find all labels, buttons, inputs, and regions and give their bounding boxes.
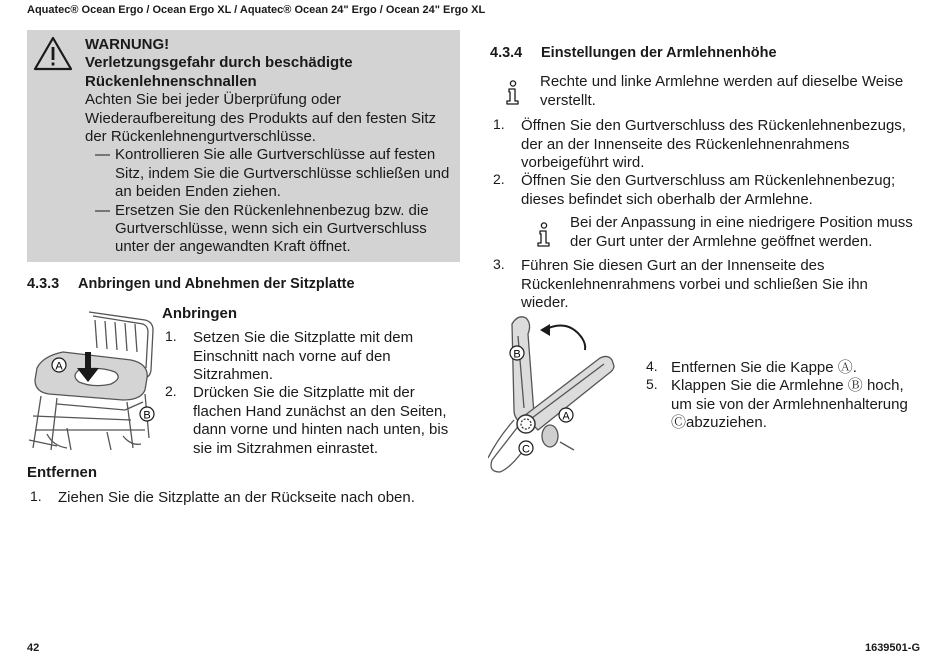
note-line: Rechte und linke Armlehne werden auf dieselbe Weise xyxy=(540,73,904,90)
step-line: Setzen Sie die Sitzplatte mit dem xyxy=(193,329,414,346)
warning-body: Wiederaufbereitung des Produkts auf den festen Sitz xyxy=(85,109,437,127)
step-text xyxy=(521,117,906,173)
dash-marker: — xyxy=(95,146,110,164)
step-line: vorbeigeführt wird. xyxy=(521,154,645,171)
step-line: dieses befindet sich oberhalb der Armlehne. xyxy=(521,190,813,208)
step-text xyxy=(671,377,908,433)
step-line: Ⓒabzuziehen. xyxy=(671,414,767,431)
step-line: Einschnitt nach vorne auf den xyxy=(193,347,391,365)
step-line: Sitzrahmen. xyxy=(193,366,274,383)
note-line: verstellt. xyxy=(540,91,596,109)
bullet-line: an beiden Enden ziehen. xyxy=(115,183,281,201)
subheading-attach: Anbringen xyxy=(162,305,237,322)
step-number: 1. xyxy=(165,328,177,344)
document-number: 1639501-G xyxy=(864,642,920,654)
step-number: 5. xyxy=(646,376,658,392)
step-line: sie im Sitzrahmen einrastet. xyxy=(193,439,379,457)
step-number: 4. xyxy=(646,358,658,374)
step-line: Drücken Sie die Sitzplatte mit der xyxy=(193,384,415,401)
note-line: der Gurt unter der Armlehne geöffnet werden. xyxy=(570,232,873,250)
step-number: 2. xyxy=(493,171,505,187)
step-line: Rückenlehnenrahmens vorbei und schließen Sie ihn xyxy=(521,275,868,293)
step-number: 3. xyxy=(493,256,505,272)
step-text xyxy=(193,384,448,458)
warning-subtitle: Verletzungsgefahr durch beschädigte xyxy=(85,54,353,72)
warning-title: WARNUNG! xyxy=(85,36,170,53)
callout-b-label: B xyxy=(143,409,151,422)
subheading-remove: Entfernen xyxy=(27,464,98,481)
step-line: dann vorne und hinten nach unten, bis xyxy=(193,421,449,438)
info-note xyxy=(540,73,930,110)
bullet-line: Sitz, indem Sie die Gurtverschlüsse schließen und xyxy=(115,164,450,182)
bullet-line: unter der angewandten Kraft öffnet. xyxy=(115,238,351,256)
page-number: 42 xyxy=(27,642,40,654)
step-text: Ziehen Sie die Sitzplatte an der Rückseite nach oben. xyxy=(58,489,415,506)
step-line: der an der Innenseite des Rückenlehnenrahmens xyxy=(521,135,850,153)
note-line: Bei der Anpassung in eine niedrigere Position muss xyxy=(570,214,913,231)
section-title: Einstellungen der Armlehnenhöhe xyxy=(541,45,777,61)
callout-b-label: B xyxy=(513,348,521,361)
section-title: Anbringen und Abnehmen der Sitzplatte xyxy=(78,276,355,292)
section-number: 4.3.4 xyxy=(490,45,523,61)
warning-box xyxy=(27,30,460,262)
step-line: Öffnen Sie den Gurtverschluss des Rückenlehnenbezugs, xyxy=(521,117,906,134)
callout-a-label: A xyxy=(55,360,63,373)
warning-bullet xyxy=(85,146,455,201)
warning-body: Achten Sie bei jeder Überprüfung oder xyxy=(85,91,341,109)
bullet-line: Kontrollieren Sie alle Gurtverschlüsse auf festen xyxy=(115,146,436,164)
step-number: 1. xyxy=(493,116,505,132)
dash-marker: — xyxy=(95,201,110,219)
seat-plate-figure xyxy=(27,308,163,454)
warning-subtitle: Rückenlehnenschnallen xyxy=(85,72,257,90)
warning-bullet xyxy=(85,202,455,257)
armrest-figure xyxy=(488,312,628,480)
section-number: 4.3.3 xyxy=(27,276,60,292)
info-icon xyxy=(536,222,552,248)
warning-body: der Rückenlehnengurtverschlüsse. xyxy=(85,128,316,146)
step-text xyxy=(193,329,413,385)
step-line: flachen Hand zunächst an den Seiten, xyxy=(193,402,447,420)
info-icon xyxy=(505,80,521,106)
info-note xyxy=(570,214,930,251)
running-header: Aquatec® Ocean Ergo / Ocean Ergo XL / Aquatec® Ocean 24" Ergo / Ocean 24" Ergo XL xyxy=(27,4,486,16)
warning-triangle-icon xyxy=(33,36,73,72)
section-heading xyxy=(27,276,355,292)
step-line: um sie von der Armlehnenhalterung xyxy=(671,395,908,413)
step-line: Klappen Sie die Armlehne Ⓑ hoch, xyxy=(671,377,904,394)
step-line: Öffnen Sie den Gurtverschluss am Rückenlehnenbezug; xyxy=(521,172,896,189)
step-number: 1. xyxy=(30,488,42,504)
section-heading xyxy=(490,45,777,61)
step-number: 2. xyxy=(165,383,177,399)
step-line: Führen Sie diesen Gurt an der Innenseite des xyxy=(521,257,825,274)
callout-c-label: C xyxy=(522,443,530,456)
step-line: wieder. xyxy=(521,294,569,311)
warning-text xyxy=(85,36,455,257)
bullet-line: Ersetzen Sie den Rückenlehnenbezug bzw. die xyxy=(115,201,429,219)
step-text xyxy=(521,172,895,209)
step-text xyxy=(521,257,868,313)
bullet-line: Gurtverschlüsse, wenn sich ein Gurtverschluss xyxy=(115,220,427,238)
step-text: Entfernen Sie die Kappe Ⓐ. xyxy=(671,359,857,376)
callout-a-label: A xyxy=(562,410,570,423)
